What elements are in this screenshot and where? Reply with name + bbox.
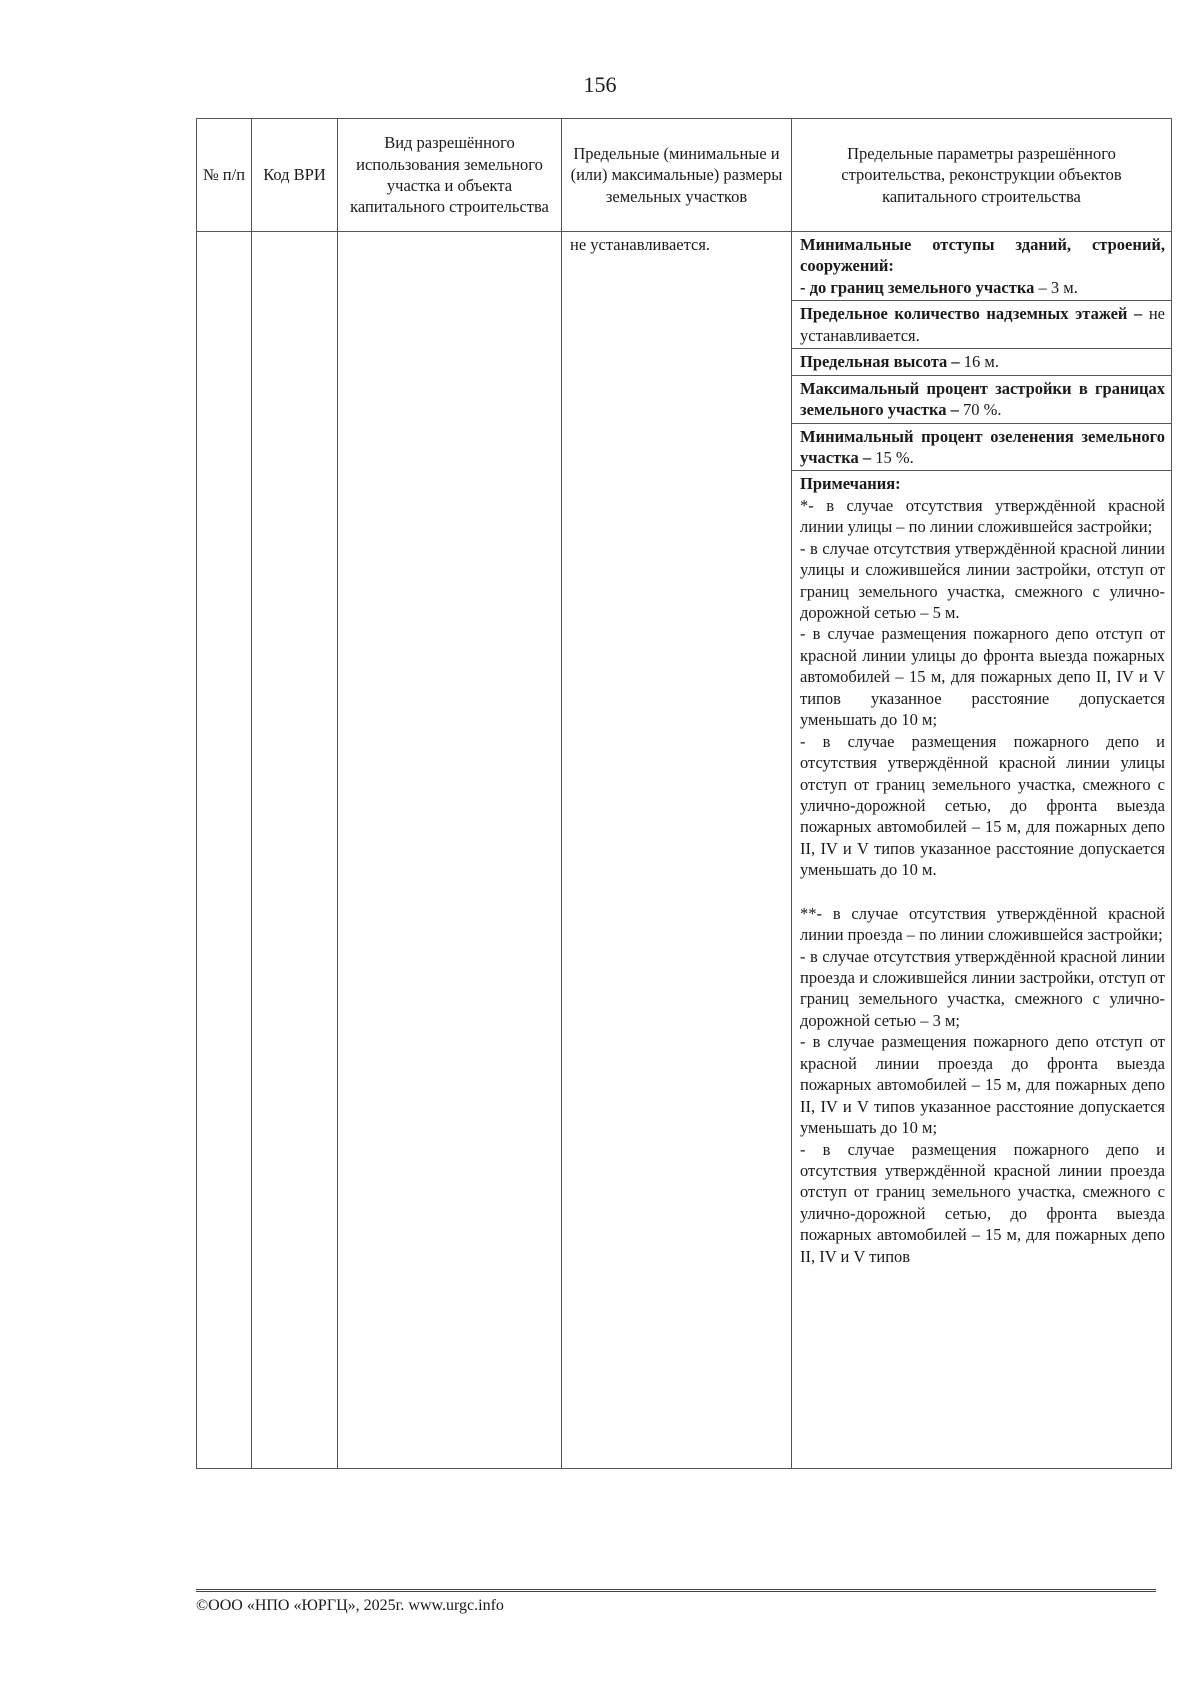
regulations-table — [196, 118, 1172, 1469]
notes-spacer — [800, 881, 1165, 903]
footer-divider — [196, 1589, 1156, 1592]
param-height-value: 16 м. — [959, 352, 999, 372]
param-setbacks-value: – 3 м. — [1034, 277, 1078, 297]
cell-params — [792, 232, 1172, 1469]
cell-number — [197, 232, 252, 1469]
param-greenery-title: Минимальный процент озеленения земельного участка – — [800, 426, 1165, 467]
note-item: - в случае размещения пожарного депо и отсутствия утверждённой красной линии проезда отступ от границ земельного участка, смежного с улично-дорожной сетью, до фронта выезда пожарных автомобилей – 15 м, для пожарных депо II, IV и V типов — [800, 1139, 1165, 1266]
header-kind: Вид разрешённого использования земельного участка и объекта капитального строительства — [338, 119, 562, 232]
note-item: - в случае размещения пожарного депо отступ от красной линии улицы до фронта выезда пожарных автомобилей – 15 м, для пожарных депо II, IV и V типов указанное расстояние допускается уменьшать до 10 м; — [800, 624, 1165, 730]
notes-title: Примечания: — [800, 474, 901, 494]
header-code: Код ВРИ — [252, 119, 338, 232]
note-item: - в случае отсутствия утверждённой красной линии проезда и сложившейся линии застройки, отступ от границ земельного участка, смежного с улично-дорожной сетью – 3 м; — [800, 946, 1165, 1030]
notes-block — [792, 471, 1171, 1269]
footer-copyright: ©ООО «НПО «ЮРГЦ», 2025г. www.urgc.info — [196, 1597, 504, 1614]
param-height — [792, 349, 1171, 375]
param-coverage-title: Максимальный процент застройки в границах земельного участка – — [800, 378, 1165, 420]
cell-kind — [338, 232, 562, 1469]
param-coverage — [792, 376, 1171, 424]
note-item: - в случае отсутствия утверждённой красной линии улицы и сложившейся линии застройки, отступ от границ земельного участка, смежного с улично-дорожной сетью – 5 м. — [800, 538, 1165, 622]
param-greenery — [792, 424, 1171, 472]
table-row — [197, 232, 1172, 1469]
header-params: Предельные параметры разрешённого строительства, реконструкции объектов капитального строительства — [792, 119, 1172, 232]
page-number: 156 — [583, 72, 617, 97]
param-floors-value: не устанавливается. — [800, 304, 1165, 345]
param-setbacks-title: Минимальные отступы зданий, строений, сооружений: — [800, 235, 1165, 276]
note-item: *- в случае отсутствия утверждённой красной линии улицы – по линии сложившейся застройки; — [800, 495, 1165, 537]
table-header-row — [197, 119, 1172, 232]
header-sizes: Предельные (минимальные и (или) максимальные) размеры земельных участков — [562, 119, 792, 232]
cell-sizes: не устанавливается. — [562, 232, 792, 1469]
note-item: - в случае размещения пожарного депо и отсутствия утверждённой красной линии улицы отступ от границ земельного участка, смежного с улично-дорожной сетью, до фронта выезда пожарных автомобилей – 15 м, для пожарных депо II, IV и V типов указанное расстояние допускается уменьшать до 10 м. — [800, 731, 1165, 880]
param-setbacks-boundary: - до границ земельного участка — [800, 277, 1035, 297]
param-height-title: Предельная высота – — [800, 352, 960, 372]
param-floors — [792, 301, 1171, 349]
note-item: **- в случае отсутствия утверждённой красной линии проезда – по линии сложившейся застройки; — [800, 903, 1165, 945]
param-greenery-value: 15 %. — [871, 447, 914, 467]
header-number: № п/п — [197, 119, 252, 232]
param-floors-title: Предельное количество надземных этажей – — [800, 304, 1143, 324]
param-coverage-value: 70 %. — [958, 400, 1002, 420]
note-item: - в случае размещения пожарного депо отступ от красной линии проезда до фронта выезда пожарных автомобилей – 15 м, для пожарных депо II, IV и V типов указанное расстояние допускается уменьшать до 10 м; — [800, 1032, 1165, 1138]
param-setbacks — [792, 232, 1171, 301]
cell-code — [252, 232, 338, 1469]
